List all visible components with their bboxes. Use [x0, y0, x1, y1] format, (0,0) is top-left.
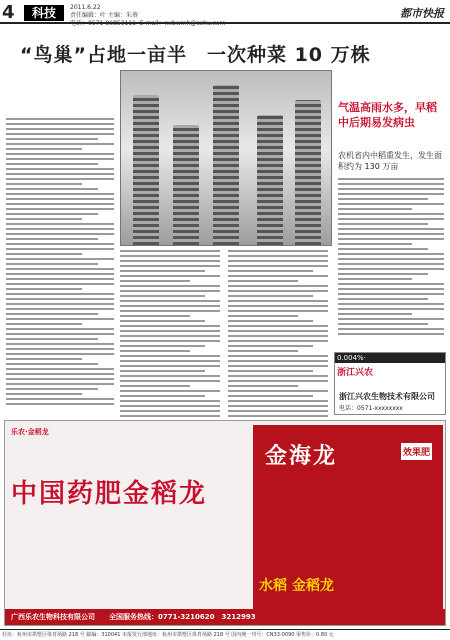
ad-phone: 电话：0571-xxxxxxxx	[339, 405, 403, 412]
text-line	[338, 183, 444, 185]
ad-title: 中国药肥金稻龙	[11, 479, 208, 509]
text-line	[6, 243, 114, 245]
text-line	[6, 178, 114, 180]
text-line	[338, 248, 428, 250]
text-line	[6, 153, 114, 155]
text-line	[338, 273, 428, 275]
article-body-col1	[6, 118, 114, 405]
text-line	[6, 118, 114, 120]
article-body-col3	[228, 250, 328, 417]
ad-logo: 乐农·金稻龙	[11, 428, 49, 436]
text-line	[6, 313, 98, 315]
text-line	[6, 203, 114, 205]
text-line	[6, 343, 114, 345]
text-line	[338, 233, 444, 235]
text-line	[338, 328, 444, 330]
text-line	[338, 323, 428, 325]
page-number: 4	[2, 2, 15, 23]
text-line	[120, 275, 220, 277]
text-line	[228, 395, 313, 397]
large-ad	[4, 420, 446, 626]
text-line	[120, 350, 190, 352]
text-line	[6, 303, 114, 305]
text-line	[120, 345, 205, 347]
text-line	[228, 400, 328, 402]
text-line	[228, 410, 328, 412]
text-line	[338, 258, 444, 260]
text-line	[6, 308, 114, 310]
text-line	[228, 355, 328, 357]
text-line	[6, 348, 114, 350]
text-line	[120, 255, 220, 257]
text-line	[6, 323, 82, 325]
text-line	[228, 275, 328, 277]
text-line	[338, 218, 444, 220]
planter-tower	[173, 125, 199, 245]
text-line	[338, 318, 444, 320]
text-line	[228, 280, 298, 282]
text-line	[338, 263, 444, 265]
text-line	[6, 128, 114, 130]
text-line	[338, 228, 444, 230]
text-line	[6, 378, 114, 380]
text-line	[120, 310, 220, 312]
text-line	[6, 193, 114, 195]
text-line	[6, 388, 98, 390]
text-line	[6, 208, 114, 210]
text-line	[228, 285, 328, 287]
text-line	[120, 305, 220, 307]
text-line	[6, 158, 114, 160]
text-line	[228, 330, 328, 332]
text-line	[338, 208, 412, 210]
text-line	[6, 368, 114, 370]
text-line	[338, 278, 412, 280]
text-line	[338, 213, 444, 215]
text-line	[120, 375, 220, 377]
text-line	[120, 285, 220, 287]
text-line	[338, 283, 444, 285]
text-line	[120, 390, 220, 392]
text-line	[228, 305, 328, 307]
text-line	[120, 250, 220, 252]
text-line	[120, 290, 220, 292]
text-line	[228, 320, 313, 322]
text-line	[6, 188, 98, 190]
text-line	[6, 223, 114, 225]
text-line	[228, 310, 328, 312]
text-line	[120, 330, 220, 332]
text-line	[228, 315, 298, 317]
text-line	[338, 238, 444, 240]
text-line	[120, 300, 220, 302]
text-line	[6, 163, 98, 165]
text-line	[120, 370, 205, 372]
text-line	[338, 333, 444, 335]
text-line	[120, 295, 205, 297]
text-line	[228, 365, 328, 367]
side-article-subtitle: 农机省内中稻重发生，发生面积约为 130 万亩	[338, 151, 442, 171]
text-line	[6, 338, 98, 340]
text-line	[6, 288, 82, 290]
text-line	[120, 410, 220, 412]
text-line	[6, 273, 114, 275]
text-line	[338, 203, 444, 205]
small-ad	[334, 352, 446, 415]
text-line	[120, 325, 220, 327]
planter-tower	[295, 100, 321, 245]
text-line	[228, 375, 328, 377]
main-headline: “鸟巢”占地一亩半 一次种菜 10 万株	[20, 44, 371, 66]
text-line	[120, 360, 220, 362]
planter-tower	[133, 95, 159, 245]
header-meta: 2011.6.22 责任编辑：叶 主编：朱葵 电话：0571-86853111 E-mail：nxbwmh@sohu.com	[70, 4, 226, 27]
text-line	[228, 255, 328, 257]
text-line	[6, 218, 82, 220]
text-line	[120, 320, 205, 322]
planter-tower	[213, 85, 239, 245]
text-line	[228, 385, 298, 387]
text-line	[338, 193, 444, 195]
text-line	[6, 358, 82, 360]
text-line	[6, 328, 114, 330]
planter-tower	[257, 115, 283, 245]
text-line	[6, 233, 114, 235]
text-line	[120, 340, 220, 342]
text-line	[6, 198, 114, 200]
text-line	[6, 238, 98, 240]
ad-slogan: 水稻 金稻龙	[259, 578, 334, 594]
text-line	[228, 265, 328, 267]
text-line	[338, 308, 444, 310]
text-line	[6, 148, 82, 150]
ad-percent-label: 0.004%·	[335, 353, 445, 363]
text-line	[338, 298, 428, 300]
text-line	[338, 293, 444, 295]
text-line	[6, 318, 114, 320]
text-line	[120, 385, 190, 387]
text-line	[6, 168, 114, 170]
ad-badge: 效果肥	[401, 443, 432, 460]
page-header	[0, 0, 450, 27]
text-line	[6, 398, 114, 400]
text-line	[6, 363, 98, 365]
text-line	[6, 373, 114, 375]
text-line	[338, 313, 412, 315]
text-line	[228, 250, 328, 252]
text-line	[120, 260, 220, 262]
text-line	[6, 283, 114, 285]
text-line	[6, 183, 82, 185]
text-line	[338, 198, 428, 200]
text-line	[228, 405, 328, 407]
text-line	[228, 345, 313, 347]
text-line	[6, 258, 114, 260]
text-line	[6, 173, 114, 175]
text-line	[228, 270, 313, 272]
text-line	[6, 133, 114, 135]
article-body-col2	[120, 250, 220, 417]
text-line	[228, 340, 328, 342]
masthead: 都市快报	[400, 7, 444, 20]
text-line	[338, 243, 412, 245]
text-line	[120, 335, 220, 337]
text-line	[120, 415, 220, 417]
text-line	[6, 298, 114, 300]
text-line	[120, 280, 190, 282]
text-line	[338, 303, 444, 305]
text-line	[6, 253, 82, 255]
page-footer: 社址：杭州市拱墅区体育场路 218 号 邮编：310041 本报发行部地址：杭州市拱墅区体育场路 218 号 国内统一刊号：CN33-0090 零售价：0.80 元	[0, 629, 450, 640]
text-line	[120, 270, 205, 272]
text-line	[6, 263, 98, 265]
text-line	[228, 350, 298, 352]
text-line	[228, 290, 328, 292]
ad-company: 浙江兴农生物技术有限公司	[339, 392, 435, 401]
text-line	[228, 370, 313, 372]
text-line	[6, 123, 114, 125]
ad-contact-bar: 广西乐农生物科技有限公司 全国服务热线：0771-3210620 3212993	[5, 609, 445, 625]
text-line	[6, 333, 114, 335]
text-line	[120, 355, 220, 357]
text-line	[228, 260, 328, 262]
text-line	[338, 288, 444, 290]
text-line	[228, 380, 328, 382]
text-line	[6, 403, 114, 405]
text-line	[228, 335, 328, 337]
side-article-title: 气温高雨水多，早稻中后期易发病虫	[338, 101, 437, 129]
article-photo	[120, 70, 332, 246]
text-line	[6, 213, 98, 215]
text-line	[228, 295, 313, 297]
text-line	[6, 248, 114, 250]
section-label: 科技	[24, 5, 64, 21]
text-line	[338, 188, 444, 190]
text-line	[338, 178, 444, 180]
text-line	[120, 380, 220, 382]
text-line	[338, 223, 428, 225]
text-line	[120, 400, 220, 402]
side-article-body	[338, 178, 444, 335]
ad-brand: 浙江兴农	[337, 368, 374, 378]
text-line	[6, 293, 114, 295]
text-line	[228, 390, 328, 392]
text-line	[228, 415, 328, 417]
text-line	[120, 315, 190, 317]
text-line	[228, 360, 328, 362]
text-line	[6, 268, 114, 270]
text-line	[6, 143, 114, 145]
ad-panel	[253, 425, 443, 619]
text-line	[228, 325, 328, 327]
text-line	[6, 228, 114, 230]
text-line	[120, 265, 220, 267]
ad-brand-name: 金海龙	[265, 443, 338, 469]
text-line	[6, 393, 82, 395]
text-line	[338, 268, 444, 270]
text-line	[338, 253, 444, 255]
text-line	[120, 365, 220, 367]
text-line	[6, 353, 114, 355]
text-line	[120, 405, 220, 407]
text-line	[120, 395, 205, 397]
text-line	[228, 300, 328, 302]
text-line	[6, 278, 114, 280]
text-line	[6, 383, 114, 385]
text-line	[6, 138, 98, 140]
